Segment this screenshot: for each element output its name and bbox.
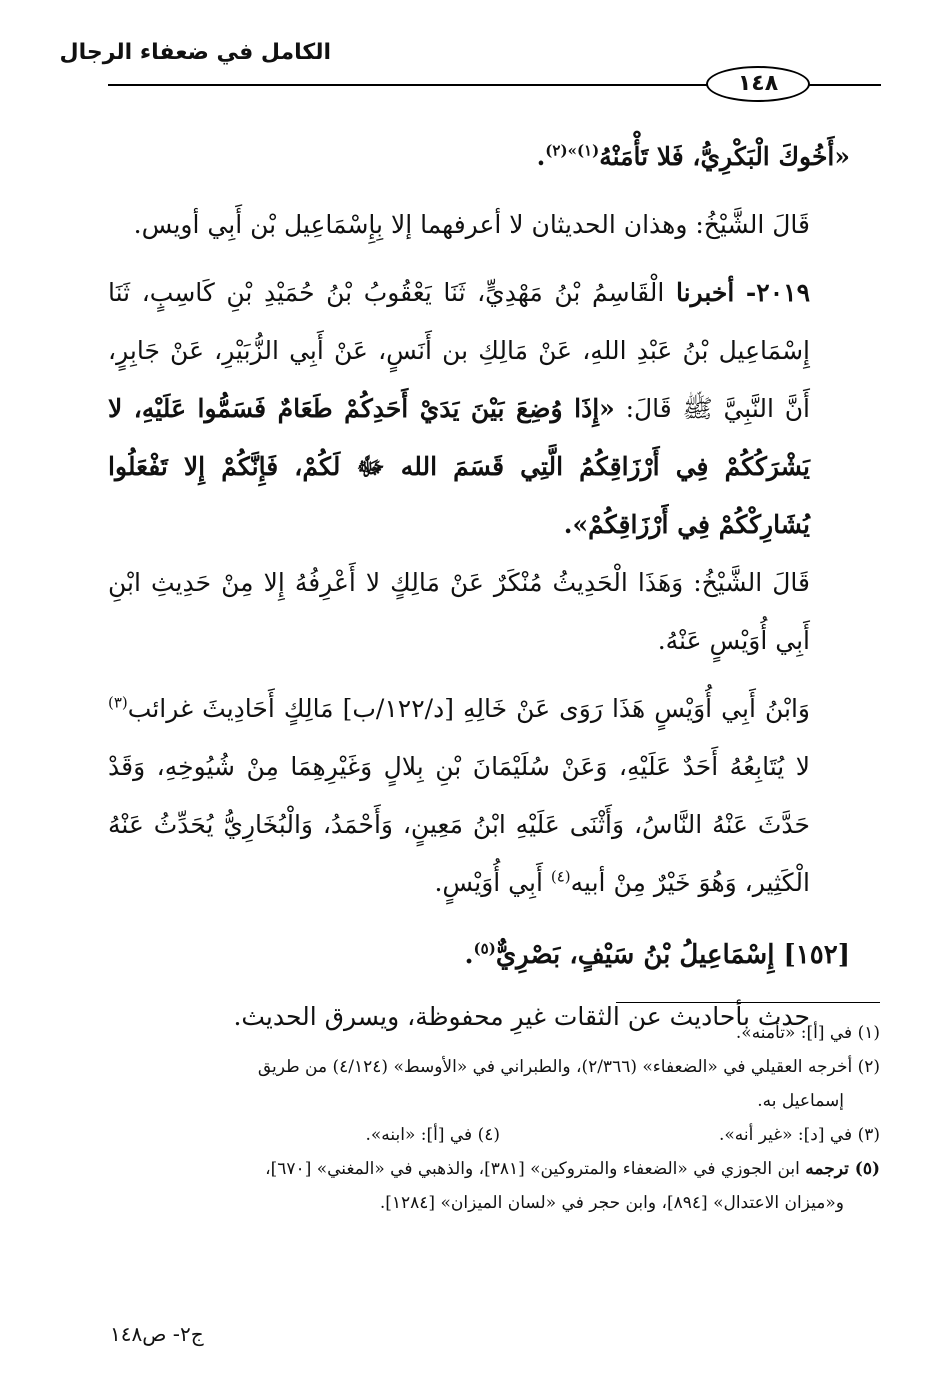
hadith-2019 bbox=[108, 264, 850, 554]
footnotes bbox=[108, 1016, 880, 1220]
entry-heading bbox=[108, 926, 850, 984]
hadith-ending-text: «أَخُوكَ الْبَكْرِيُّ، فَلا تَأْمَنْهُ bbox=[599, 142, 850, 171]
hadith-ending bbox=[108, 128, 850, 186]
hadith-matn: «إِذَا وُضِعَ بَيْنَ يَدَيْ أَحَدِكُمْ طَعَامٌ فَسَمُّوا عَلَيْهِ، لا يَشْرَكُكُمْ فِي أَرْزَاقِكُمُ الَّتِي قَسَمَ الله ﷻ لَكُمْ، فَإِنَّكُمْ إِلا تَفْعَلُوا يُشَارِكْكُمْ فِي أَرْزَاقِكُمْ». bbox=[108, 394, 810, 539]
footnote-ref: (٣) bbox=[108, 693, 128, 712]
hadith-ending-period: . bbox=[536, 142, 546, 171]
volume-page-footer: ج٢- ص١٤٨ bbox=[110, 1322, 204, 1346]
narrator-note-b: لا يُتَابِعُهُ أَحَدٌ عَلَيْهِ، وَعَنْ سُلَيْمَانَ بْنِ بِلالٍ وَغَيْرِهِمَا مِنْ شُيُوخِهِ، وَقَدْ حَدَّثَ عَنْهُ النَّاسُ، وَأَثْنَى عَلَيْهِ ابْنُ مَعِينٍ، وَأَحْمَدُ، وَالْبُخَارِيُّ يُحَدِّثُ عَنْهُ الْكَثِير، وَهُوَ خَيْرٌ مِنْ أبيه bbox=[108, 752, 810, 897]
entry-description: حدث بأحاديث عن الثقات غيرِ محفوظة، ويسرق الحديث. bbox=[233, 1002, 810, 1031]
page-number-badge: ١٤٨ bbox=[706, 66, 810, 102]
footnote-2: (٢) أخرجه العقيلي في «الضعفاء» (٢/٣٦٦)، والطبراني في «الأوسط» (٤/١٢٤) من طريق bbox=[257, 1057, 880, 1077]
shaykh-comment-2: قَالَ الشَّيْخُ: وَهَذَا الْحَدِيثُ مُنْكَرٌ عَنْ مَالِكٍ لا أَعْرِفُهُ إِلا مِنْ حَدِيثِ ابْنِ أَبِي أُوَيْسٍ عَنْهُ. bbox=[108, 568, 810, 655]
footnote-ref: (٥) bbox=[473, 939, 496, 958]
footnote-row bbox=[108, 1118, 880, 1152]
footnote-separator bbox=[616, 1002, 880, 1003]
main-text bbox=[108, 128, 850, 1046]
footnote-3: (٣) في [د]: «غير أنه». bbox=[718, 1125, 880, 1145]
shaykh-comment-1: قَالَ الشَّيْخُ: وهذان الحديثان لا أعرفهما إلا بِإِسْمَاعِيل بْن أَبِي أويس. bbox=[133, 210, 810, 239]
hadith-number: ٢٠١٩- bbox=[745, 278, 810, 307]
footnote-5 bbox=[108, 1152, 880, 1186]
footnote-5-continued: و«ميزان الاعتدال» [٨٩٤]، وابن حجر في «لسان الميزان» [١٢٨٤]. bbox=[379, 1193, 844, 1213]
footnote-5-text: ابن الجوزي في «الضعفاء والمتروكين» [٣٨١]، والذهبي في «المغني» [٦٧٠]، bbox=[265, 1159, 800, 1179]
footnote-ref: (٤) bbox=[550, 867, 571, 886]
footnote-1: (١) في [أ]: «تأمنه». bbox=[735, 1023, 880, 1043]
footnote-5-lead: (٥) ترجمه bbox=[805, 1159, 880, 1179]
narrator-note-c: أَبِي أُوَيْسٍ. bbox=[434, 868, 543, 897]
narrator-note-a: وَابْنُ أَبِي أُوَيْسٍ هَذَا رَوَى عَنْ خَالِهِ [د/١٢٢/ب] مَالِكٍ أَحَادِيثَ غرائب bbox=[127, 694, 810, 723]
footnote-4: (٤) في [أ]: «ابنه». bbox=[365, 1125, 500, 1145]
footnote-2-continued: إسماعيل به. bbox=[757, 1091, 844, 1111]
hadith-lead-word: أخبرنا bbox=[675, 278, 735, 307]
running-title: الكامل في ضعفاء الرجال bbox=[59, 40, 331, 65]
footnote-ref: (١)»(٢) bbox=[545, 141, 600, 160]
narrator-note bbox=[108, 680, 850, 912]
entry-heading-period: . bbox=[464, 940, 474, 970]
entry-heading-text: [١٥٢] إِسْمَاعِيلُ بْنُ سَيْفٍ، بَصْرِيٌّ bbox=[495, 940, 850, 970]
hadith-isnad: الْقَاسِمُ بْنُ مَهْدِيٍّ، ثَنَا يَعْقُوبُ بْنُ حُمَيْدِ بْنِ كَاسِبٍ، ثَنَا إِسْمَاعِيل بْنُ عَبْدِ اللهِ، عَنْ مَالِكِ بن أَنَسٍ، عَنْ أَبِي الزُّبَيْرِ، عَنْ جَابِرٍ، أَنَّ النَّبِيَّ ﷺ قَالَ: bbox=[108, 278, 811, 423]
